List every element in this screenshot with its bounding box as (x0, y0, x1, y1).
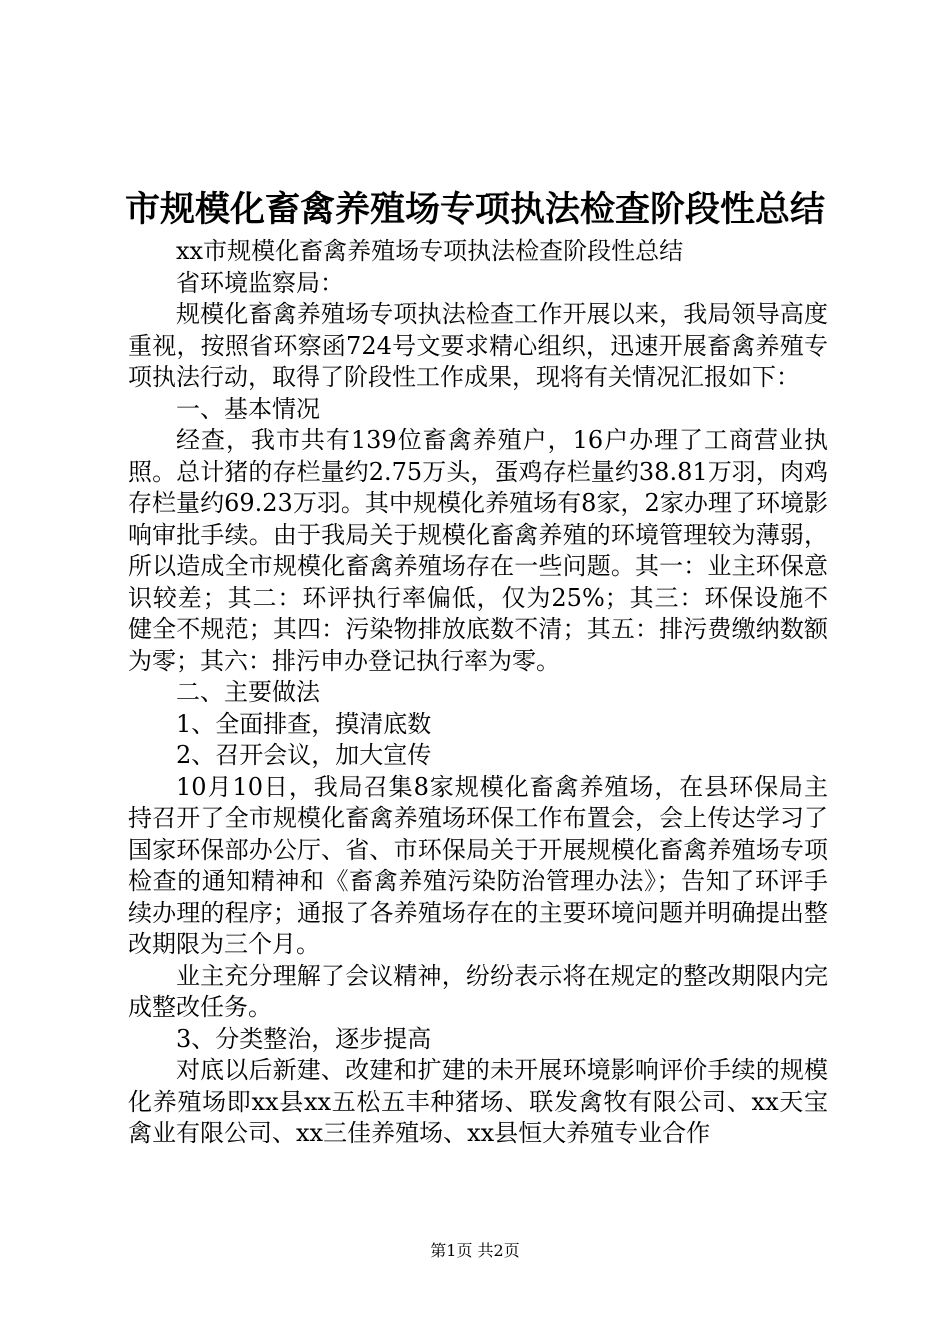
subheading-rectification: 3、分类整治，逐步提高 (176, 1024, 432, 1053)
section-heading-methods: 二、主要做法 (176, 678, 320, 706)
paragraph-intro: 规模化畜禽养殖场专项执法检查工作开展以来，我局领导高度重视，按照省环察函724号文要求精心组织，迅速开展畜禽养殖专项执法行动，取得了阶段性工作成果，现将有关情况汇报如下： (128, 300, 828, 391)
document-body (128, 236, 828, 1150)
paragraph-owners: 业主充分理解了会议精神，纷纷表示将在规定的整改期限内完成整改任务。 (128, 961, 828, 1021)
subheading-meeting: 2、召开会议，加大宣传 (176, 741, 432, 769)
paragraph-basic-situation: 经查，我市共有139位畜禽养殖户，16户办理了工商营业执照。总计猪的存栏量约2.75万头，蛋鸡存栏量约38.81万羽，肉鸡存栏量约69.23万羽。其中规模化养殖场有8家，2家办理了环境影响审批手续。由于我局关于规模化畜禽养殖的环境管理较为薄弱，所以造成全市规模化畜禽养殖场存在一些问题。其一：业主环保意识较差；其二：环评执行率偏低，仅为25%；其三：环保设施不健全不规范；其四：污染物排放底数不清；其五：排污费缴纳数额为零；其六：排污申办登记执行率为零。 (128, 426, 828, 675)
paragraph-meeting: 10月10日，我局召集8家规模化畜禽养殖场，在县环保局主持召开了全市规模化畜禽养殖场环保工作布置会，会上传达学习了国家环保部办公厅、省、市环保局关于开展规模化畜禽养殖场专项检查的通知精神和《畜禽养殖污染防治管理办法》；告知了环评手续办理的程序；通报了各养殖场存在的主要环境问题并明确提出整改期限为三个月。 (128, 772, 828, 958)
section-heading-basic: 一、基本情况 (176, 394, 320, 423)
paragraph-rectification: 对底以后新建、改建和扩建的未开展环境影响评价手续的规模化养殖场即xx县xx五松五丰种猪场、联发禽牧有限公司、xx天宝禽业有限公司、xx三佳养殖场、xx县恒大养殖专业合作 (128, 1056, 828, 1147)
paragraph-recipient: 省环境监察局： (176, 268, 344, 297)
subheading-survey: 1、全面排查，摸清底数 (176, 709, 432, 738)
document-title: 市规模化畜禽养殖场专项执法检查阶段性总结 (124, 190, 825, 230)
page-number: 第1页 共2页 (430, 1241, 520, 1260)
paragraph-heading-repeat: xx市规模化畜禽养殖场专项执法检查阶段性总结 (176, 237, 684, 265)
